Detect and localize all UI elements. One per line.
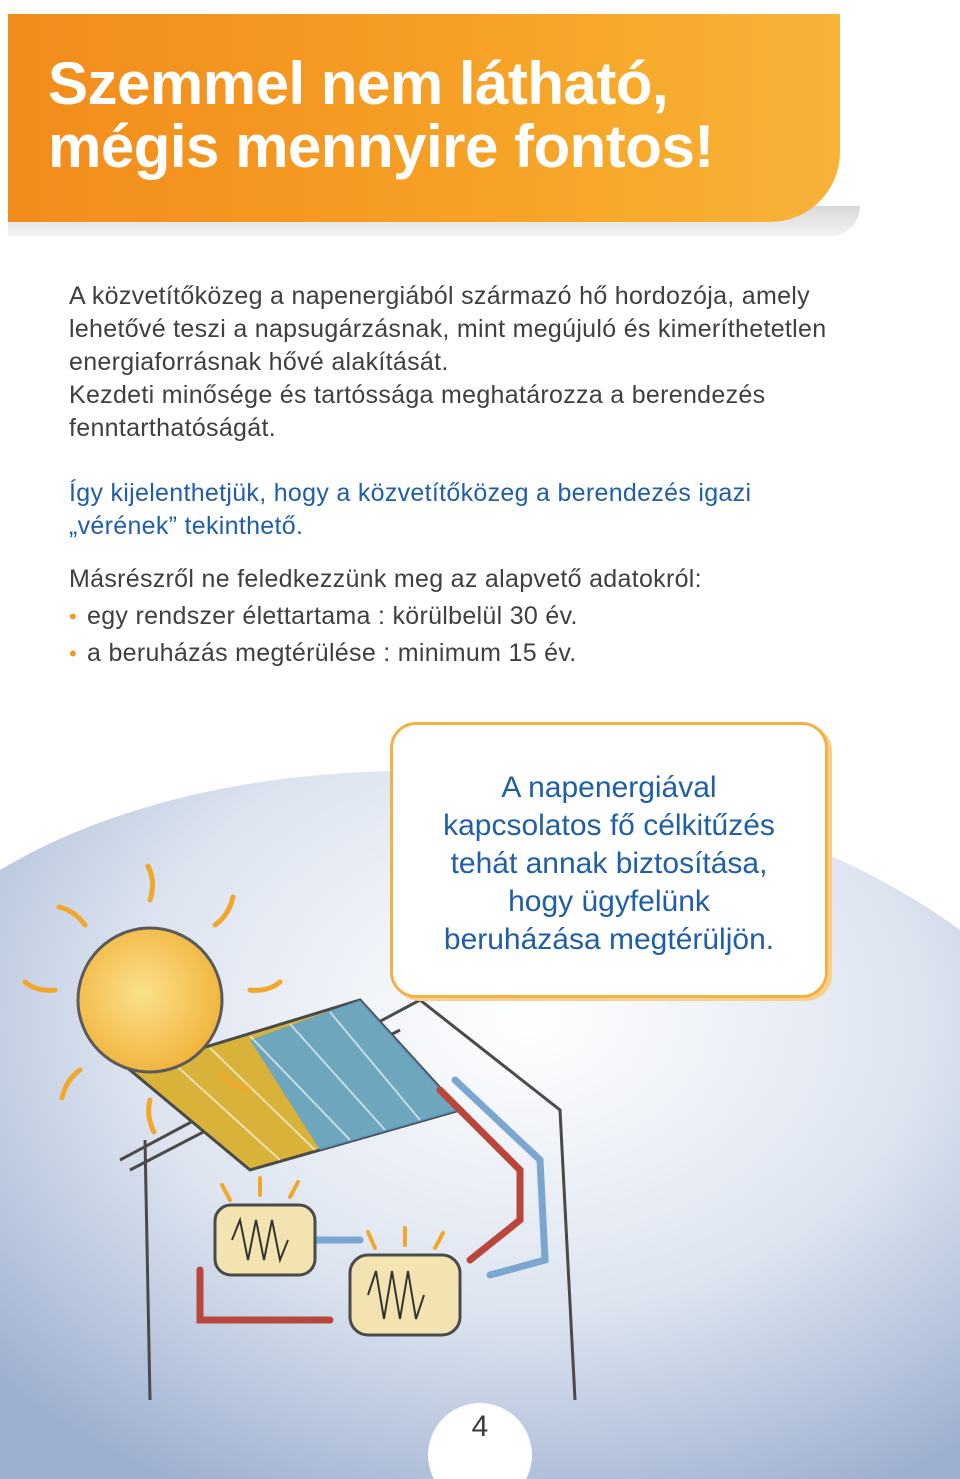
text-line: „vérének” tekinthető. xyxy=(69,512,304,540)
callout-box xyxy=(390,722,828,998)
body-text xyxy=(69,280,909,670)
paragraph-intro xyxy=(69,280,909,445)
page-number: 4 xyxy=(471,1410,489,1443)
callout-line: tehát annak biztosítása, xyxy=(450,847,768,880)
bullet-icon: • xyxy=(69,641,78,666)
list-item xyxy=(69,637,909,670)
list-item-text: a beruházás megtérülése : minimum 15 év. xyxy=(87,639,577,667)
list-item xyxy=(69,600,909,633)
callout-text xyxy=(393,725,825,959)
title-line: mégis mennyire fontos! xyxy=(48,113,714,180)
bullet-icon: • xyxy=(69,604,78,629)
callout-line: beruházása megtérüljön. xyxy=(443,923,775,956)
callout-line: kapcsolatos fő célkitűzés xyxy=(443,809,775,842)
highlight-paragraph xyxy=(69,477,909,543)
text-line: A közvetítőközeg a napenergiából származó hő hordozója, amely xyxy=(69,282,810,310)
text-line: lehetővé teszi a napsugárzásnak, mint megújuló és kimeríthetetlen xyxy=(69,315,827,343)
text-line: fenntarthatóságát. xyxy=(69,414,276,442)
facts-intro: Másrészről ne feledkezzünk meg az alapvető adatokról: xyxy=(69,565,702,593)
title-line: Szemmel nem látható, xyxy=(48,50,669,117)
text-line: Így kijelenthetjük, hogy a közvetítőközeg a berendezés igazi xyxy=(69,479,752,507)
callout-line: hogy ügyfelünk xyxy=(508,885,710,918)
callout-line: A napenergiával xyxy=(501,771,717,804)
text-line: energiaforrásnak hővé alakítását. xyxy=(69,348,449,376)
page-title xyxy=(48,52,714,178)
list-item-text: egy rendszer élettartama : körülbelül 30 év. xyxy=(87,602,578,630)
text-line: Kezdeti minősége és tartóssága meghatározza a berendezés xyxy=(69,381,766,409)
